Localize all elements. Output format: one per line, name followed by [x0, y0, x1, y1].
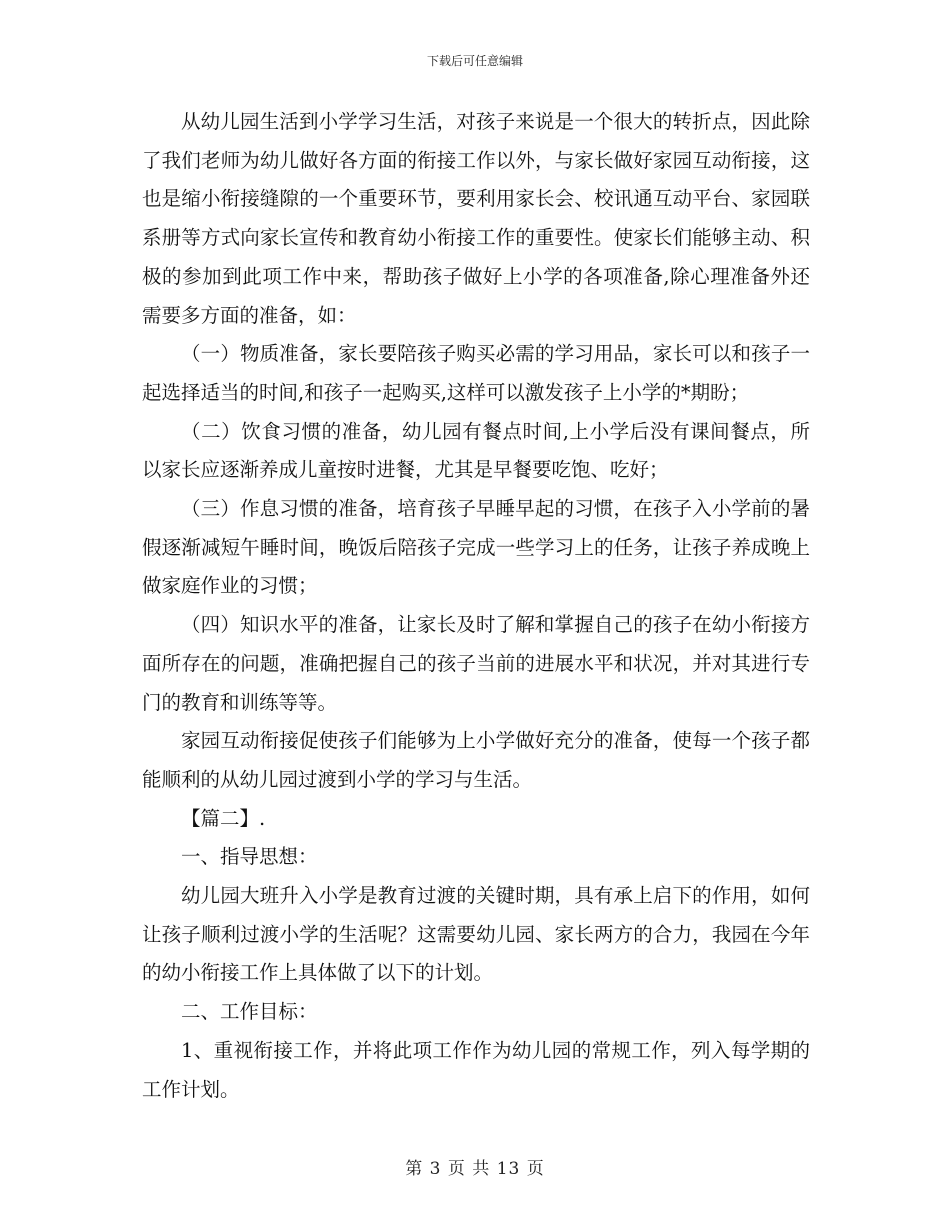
paragraph-diet-habits: （二）饮食习惯的准备，幼儿园有餐点时间,上小学后没有课间餐点，所以家长应逐渐养成儿童按时进餐，尤其是早餐要吃饱、吃好； [142, 419, 810, 482]
paragraph-conclusion: 家园互动衔接促使孩子们能够为上小学做好充分的准备，使每一个孩子都能顺利的从幼儿园过渡到小学的学习与生活。 [142, 729, 810, 791]
paragraph-sleep-habits: （三）作息习惯的准备，培育孩子早睡早起的习惯，在孩子入小学前的暑假逐渐减短午睡时间，晚饭后陪孩子完成一些学习上的任务，让孩子养成晚上做家庭作业的习惯； [142, 497, 810, 598]
paragraph-goal-one: 1、重视衔接工作，并将此项工作作为幼儿园的常规工作，列入每学期的工作计划。 [142, 1038, 810, 1101]
paragraph-intro: 从幼儿园生活到小学学习生活，对孩子来说是一个很大的转折点，因此除了我们老师为幼儿做好各方面的衔接工作以外，与家长做好家园互动衔接，这也是缩小衔接缝隙的一个重要环节，要利用家长会、校讯通互动平台、家园联系册等方式向家长宣传和教育幼小衔接工作的重要性。使家长们能够主动、积极的参加到此项工作中来，帮助孩子做好上小学的各项准备,除心理准备外还需要多方面的准备，如： [142, 110, 810, 327]
page-number: 第 3 页 共 13 页 [405, 1159, 545, 1179]
paragraph-material-prep: （一）物质准备，家长要陪孩子购买必需的学习用品，家长可以和孩子一起选择适当的时间,和孩子一起购买,这样可以激发孩子上小学的*期盼； [142, 342, 810, 404]
paragraph-knowledge-prep: （四）知识水平的准备，让家长及时了解和掌握自己的孩子在幼小衔接方面所存在的问题，准确把握自己的孩子当前的进展水平和状况，并对其进行专门的教育和训练等等。 [142, 613, 810, 714]
section-heading-guiding-thought: 一、指导思想： [181, 845, 318, 869]
section-heading-work-goals: 二、工作目标： [181, 1000, 318, 1024]
header-note: 下载后可任意编辑 [426, 54, 523, 68]
document-body [142, 103, 810, 1109]
section-heading-part-two: 【篇二】. [181, 806, 266, 830]
paragraph-guiding-thought: 幼儿园大班升入小学是教育过渡的关键时期，具有承上启下的作用，如何让孩子顺利过渡小学的生活呢？这需要幼儿园、家长两方的合力，我园在今年的幼小衔接工作上具体做了以下的计划。 [142, 884, 810, 985]
